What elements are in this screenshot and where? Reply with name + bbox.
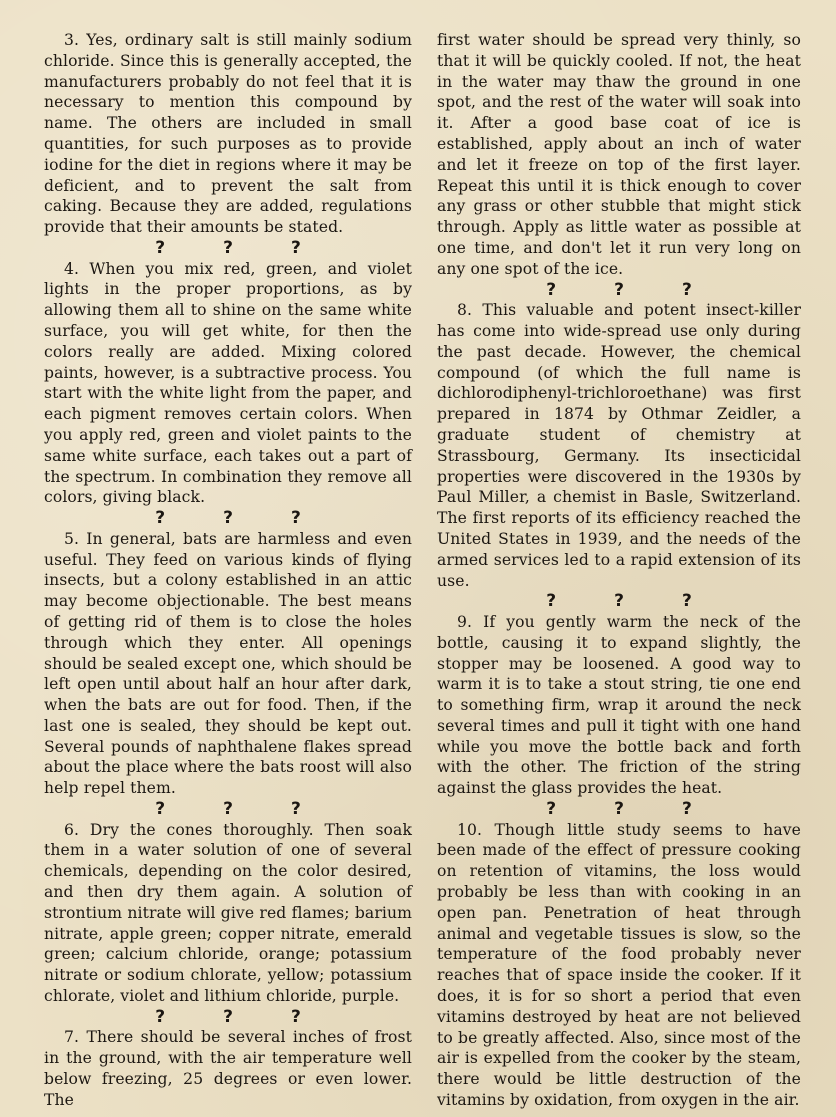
question-mark: ? (614, 799, 624, 820)
question-mark: ? (614, 591, 624, 612)
question-mark: ? (546, 279, 557, 300)
answer-8: 8. This valuable and potent insect-killer has come into wide-spread use only during the past decade. However, the chemical compound (of which the full name is dichlorodiphenyl-trichloroethane) was first prepared in 1874 by Othmar Zeidler, a graduate student of chemistry at Strassbourg, Germany. Its insecticidal properties were discovered in the 1930s by Paul Miller, a chemist in Basle, Switzerland. The first reports of its efficiency reached the United States in 1939, and the needs of the armed services led to a rapid extension of its use. (437, 301, 801, 590)
question-mark: ? (223, 508, 233, 529)
answer-10: 10. Though little study seems to have been made of the effect of pressure cooking on retention of vitamins, the loss would probably be less than with cooking in an open pan. Penetration of heat through animal and vegetable tissues is slow, so the temperature of the food probably never reaches that of space inside the cooker. If it does, it is for so short a period that even vitamins destroyed by heat are not believed to be greatly affected. Also, since most of the air is expelled from the cooker by the steam, there would be little destruction of the vitamins by oxidation, from oxygen in the air. (437, 820, 801, 1110)
question-separator (437, 591, 801, 612)
question-mark: ? (614, 279, 624, 300)
answer-3: 3. Yes, ordinary salt is still mainly sodium chloride. Since this is generally accepted, the manufacturers probably do not feel that it is necessary to mention this compound by name. The others are included in small quantities, for such purposes as to provide iodine for the diet in regions where it may be deficient, and to prevent the salt from caking. Because they are added, regulations provide that their amounts be stated. (44, 31, 412, 237)
question-mark: ? (546, 799, 557, 820)
question-separator (44, 238, 412, 259)
question-mark: ? (290, 1006, 301, 1027)
question-separator (44, 508, 412, 529)
question-mark: ? (155, 237, 166, 258)
answer-7-continued: first water should be spread very thinly, so that it will be quickly cooled. If not, the heat in the water may thaw the ground in one spot, and the rest of the water will soak into it. After a good base coat of ice is established, apply about an inch of water and let it freeze on top of the first layer. Repeat this until it is thick enough to cover any grass or other stubble that might stick through. Apply as little water as possible at one time, and don't let it run very long on any one spot of the ice. (437, 31, 801, 278)
question-mark: ? (546, 591, 557, 612)
question-mark: ? (223, 799, 233, 820)
question-mark: ? (290, 799, 301, 820)
left-column (44, 30, 412, 1111)
question-mark: ? (681, 591, 692, 612)
question-mark: ? (155, 799, 166, 820)
question-separator (437, 280, 801, 301)
answer-5: 5. In general, bats are harmless and even useful. They feed on various kinds of flying insects, but a colony established in an attic may become objectionable. The best means of getting rid of them is to close the holes through which they enter. All openings should be sealed except one, which should be left open until about half an hour after dark, when the bats are out for food. Then, if the last one is sealed, they should be kept out. Several pounds of naphthalene flakes spread about the place where the bats roost will also help repel them. (44, 529, 412, 798)
answer-6: 6. Dry the cones thoroughly. Then soak them in a water solution of one of several chemicals, depending on the color desired, and then dry them again. A solution of strontium nitrate will give red flames; barium nitrate, apple green; copper nitrate, emerald green; calcium chloride, orange; potassium nitrate or sodium chlorate, yellow; potassium chlorate, violet and lithium chloride, purple. (44, 820, 412, 1006)
question-separator (44, 1007, 412, 1028)
question-mark: ? (290, 237, 301, 258)
right-column (437, 30, 801, 1111)
question-separator (437, 799, 801, 820)
question-mark: ? (223, 237, 233, 258)
question-mark: ? (681, 799, 692, 820)
question-mark: ? (155, 508, 166, 529)
question-mark: ? (155, 1006, 166, 1027)
question-mark: ? (290, 508, 301, 529)
answer-9: 9. If you gently warm the neck of the bottle, causing it to expand slightly, the stopper may be loosened. A good way to warm it is to take a stout string, tie one end to something firm, wrap it around the neck several times and pull it tight with one hand while you move the bottle back and forth with the other. The friction of the string against the glass provides the heat. (437, 612, 801, 798)
answer-7: 7. There should be several inches of frost in the ground, with the air temperature well below freezing, 25 degrees or even lower. The (44, 1028, 412, 1109)
answer-4: 4. When you mix red, green, and violet lights in the proper proportions, as by allowing them all to shine on the same white surface, you will get white, for then the colors really are added. Mixing colored paints, however, is a subtractive process. You start with the white light from the paper, and each pigment removes certain colors. When you apply red, green and violet paints to the same white surface, each takes out a part of the spectrum. In combination they remove all colors, giving black. (44, 259, 412, 507)
question-mark: ? (681, 279, 692, 300)
question-mark: ? (223, 1006, 233, 1027)
question-separator (44, 799, 412, 820)
